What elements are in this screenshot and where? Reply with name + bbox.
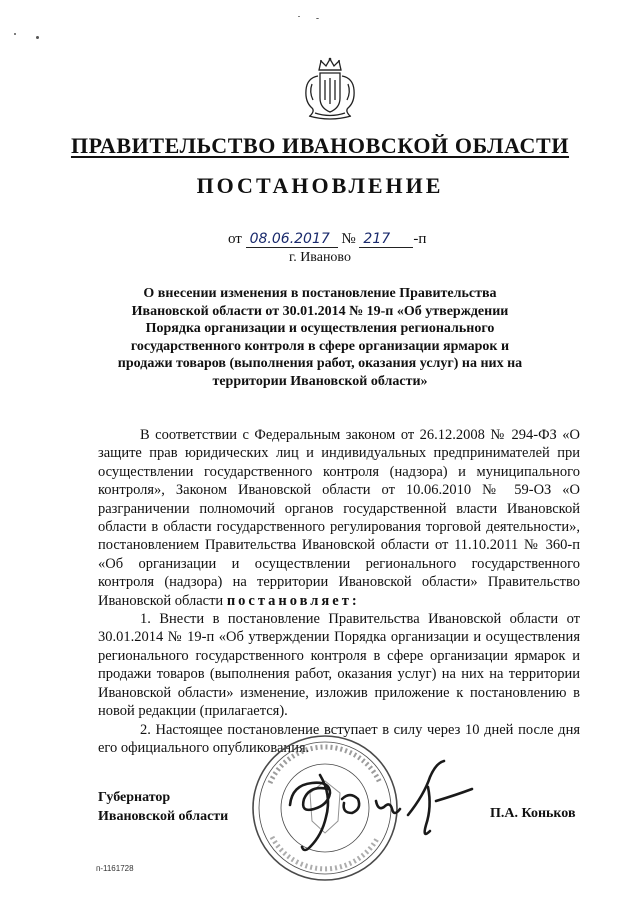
document-code: п-1161728 — [96, 864, 134, 873]
document-date: 08.06.2017 — [246, 231, 338, 248]
resolves-word: постановляет: — [226, 592, 360, 609]
scan-speck — [316, 18, 319, 19]
signatory-position-line-2: Ивановской области — [98, 809, 229, 824]
organization-title: ПРАВИТЕЛЬСТВО ИВАНОВСКОЙ ОБЛАСТИ — [70, 133, 570, 158]
item-2-paragraph: 2. Настоящее постановление вступает в силу через 10 дней после дня его официального опубликования. — [98, 721, 580, 756]
document-date-number — [228, 231, 426, 248]
preamble-text: В соответствии с Федеральным законом от 26.12.2008 № 294-ФЗ «О защите прав юридических лиц и индивидуальных предпринимателей при осуществлении государственного контроля (надзора) и муниципального контроля», Законом Ивановской области от 10.06.2010 № 59-ОЗ «О разграничении полномочий органов государственной власти Ивановской области в области государственного регулирования торговой деятельности», постановлением Правительства Ивановской области от 11.10.2011 № 360-п «Об организации и осуществлении регионального государственного контроля (надзора) на территории Ивановской области» Правительство Ивановской области — [98, 427, 580, 609]
signatory-position — [98, 788, 228, 826]
document-subject: О внесении изменения в постановление Правительства Ивановской области от 30.01.2014 № 19-п «Об утверждении Порядка организации и осуществления регионального государственного контроля в сфере организации ярмарок и продажи товаров (выполнения работ, оказания услуг) на них на территории Ивановской области» — [117, 286, 523, 389]
number-prefix: № — [341, 231, 356, 247]
coat-of-arms-icon — [301, 56, 359, 122]
handwritten-signature-icon — [280, 755, 480, 855]
number-suffix: -п — [413, 231, 427, 247]
item-1-paragraph: 1. Внести в постановление Правительства Ивановской области от 30.01.2014 № 19-п «Об утверждении Порядка организации и осуществления регионального государственного контроля в сфере организации ярмарок и продажи товаров (выполнения работ, оказания услуг) на них на территории Ивановской области» изменение, изложив приложение к постановлению в новой редакции (прилагается). — [98, 611, 580, 720]
scan-speck — [298, 16, 300, 17]
preamble-paragraph — [98, 426, 580, 610]
date-prefix: от — [228, 231, 242, 247]
document-number: 217 — [359, 231, 413, 248]
document-body — [98, 426, 580, 757]
scan-speck — [36, 36, 39, 39]
scan-speck — [14, 33, 16, 35]
signatory-position-line-1: Губернатор — [98, 790, 171, 805]
document-type: ПОСТАНОВЛЕНИЕ — [196, 173, 444, 198]
signatory-name: П.А. Коньков — [490, 806, 576, 821]
city: г. Иваново — [289, 250, 351, 265]
